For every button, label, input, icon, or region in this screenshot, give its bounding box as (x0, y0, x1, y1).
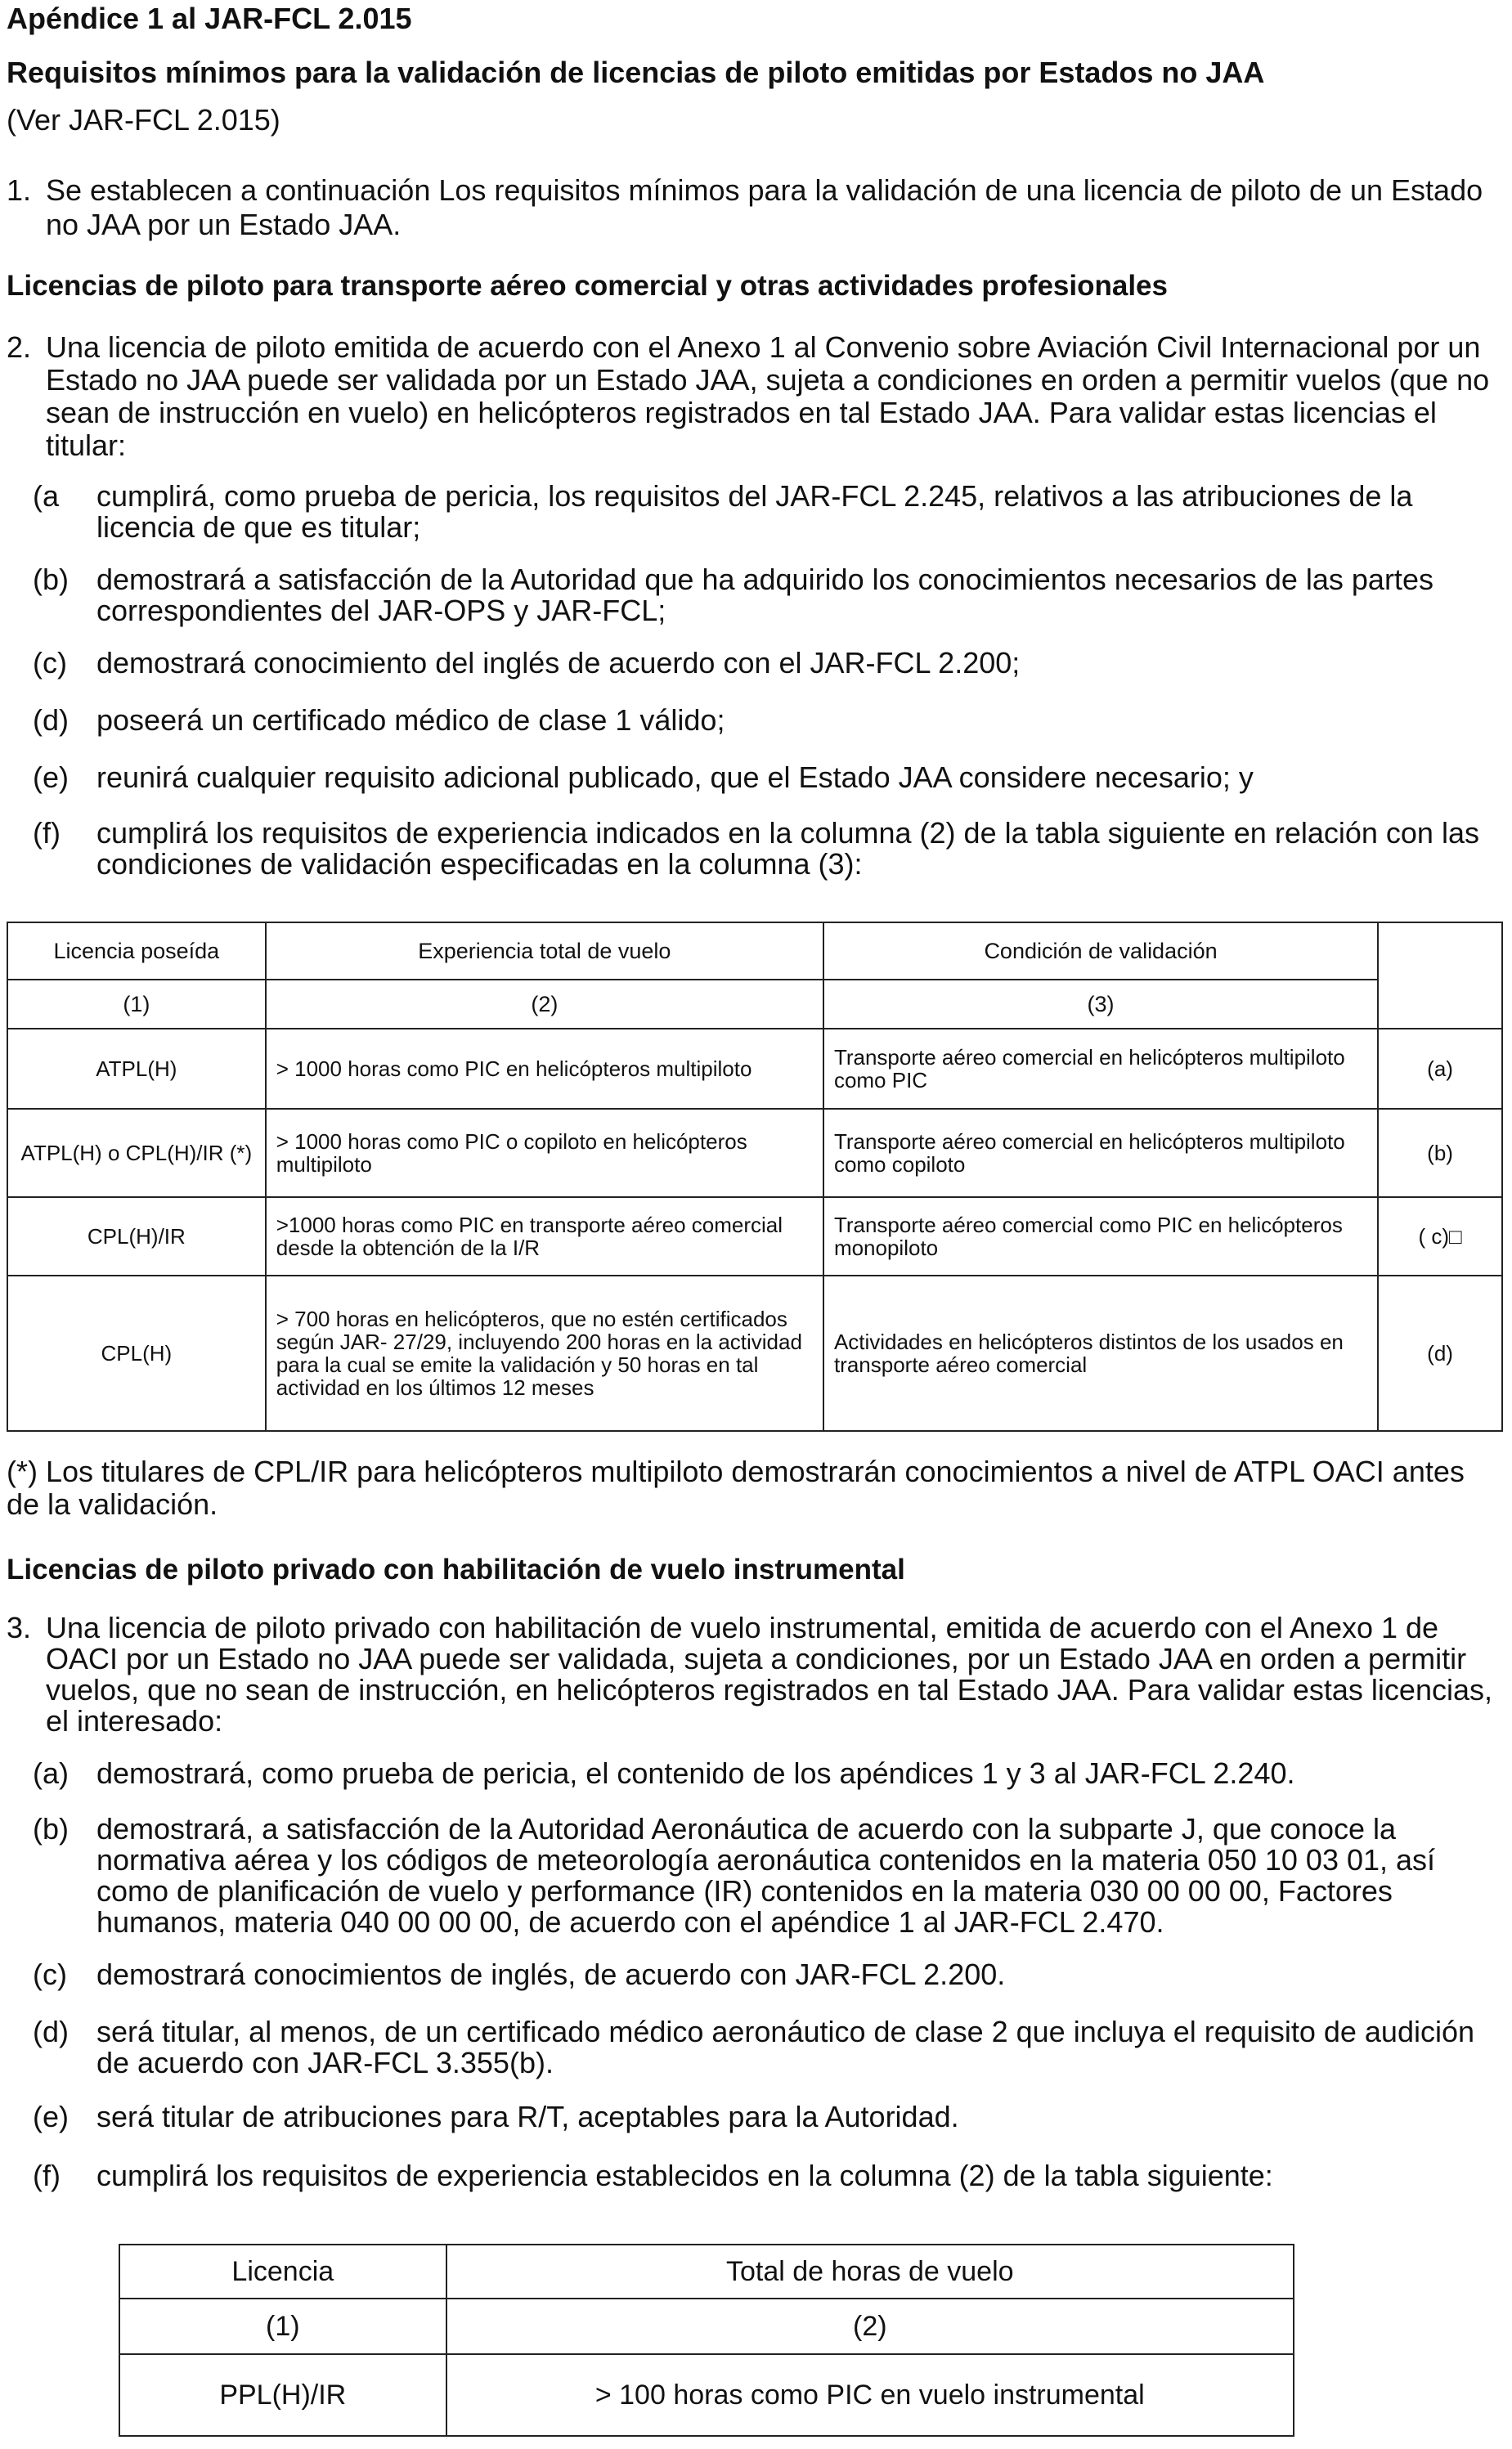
list-item-label: (b) (33, 563, 69, 596)
reference-note: (Ver JAR-FCL 2.015) (7, 103, 280, 137)
table-header-cell: Condición de validación (823, 922, 1378, 980)
validation-conditions-table (7, 922, 1503, 1432)
list-item-text: demostrará, como prueba de pericia, el contenido de los apéndices 1 y 3 al JAR-FCL 2.240. (96, 1756, 1295, 1790)
hours-cell: > 100 horas como PIC en vuelo instrumental (446, 2354, 1294, 2436)
table-header-cell (1378, 922, 1502, 1029)
ref-cell: (d) (1378, 1276, 1502, 1431)
condition-cell: Transporte aéreo comercial en helicópteros multipiloto como PIC (823, 1029, 1378, 1109)
section-heading-private: Licencias de piloto privado con habilitación de vuelo instrumental (7, 1554, 905, 1586)
list-item-label: (c) (33, 1958, 67, 1991)
list-item-text: demostrará conocimientos de inglés, de acuerdo con JAR-FCL 2.200. (96, 1958, 1006, 1991)
license-cell: CPL(H)/IR (7, 1197, 266, 1276)
list-item (33, 762, 1505, 796)
license-cell: PPL(H)/IR (119, 2354, 446, 2436)
license-cell: CPL(H) (7, 1276, 266, 1431)
paragraph-text: Una licencia de piloto emitida de acuerdo con el Anexo 1 al Convenio sobre Aviación Civil Internacional por un Estado no JAA puede ser validada por un Estado JAA, sujeta a condiciones en orden a permitir vuelos (que no sean de instrucción en vuelo) en helicópteros registrados en tal Estado JAA. Para validar estas licencias el titular: (46, 330, 1490, 462)
private-ir-experience-table (119, 2244, 1294, 2437)
list-item-text: será titular de atribuciones para R/T, aceptables para la Autoridad. (96, 2100, 959, 2133)
list-item-text: será titular, al menos, de un certificado médico aeronáutico de clase 2 que incluya el requisito de audición de acuerdo con JAR-FCL 3.355(b). (96, 2015, 1475, 2079)
document-title: Requisitos mínimos para la validación de licencias de piloto emitidas por Estados no JAA (7, 56, 1265, 89)
table-subheader-cell: (1) (119, 2299, 446, 2354)
paragraph-number: 3. (7, 1611, 32, 1644)
list-item-label: (d) (33, 2015, 69, 2048)
list-item (33, 818, 1505, 883)
experience-cell: > 1000 horas como PIC en helicópteros multipiloto (266, 1029, 823, 1109)
experience-cell: > 700 horas en helicópteros, que no estén certificados según JAR- 27/29, incluyendo 200 horas en la actividad para la cual se emite la validación y 50 horas en tal actividad en los últimos 12 meses (266, 1276, 823, 1431)
table-subheader-cell: (1) (7, 980, 266, 1029)
list-item-text: reunirá cualquier requisito adicional publicado, que el Estado JAA considere necesario; y (96, 760, 1254, 794)
paragraph-1 (7, 173, 1503, 247)
list-item-label: (a (33, 479, 60, 513)
table-row (7, 1276, 1502, 1431)
ref-cell: (b) (1378, 1109, 1502, 1197)
appendix-heading: Apéndice 1 al JAR-FCL 2.015 (7, 2, 412, 35)
table-subheader-cell: (2) (446, 2299, 1294, 2354)
list-item-label: (b) (33, 1812, 69, 1846)
list-item (33, 648, 1505, 682)
table-header-cell: Licencia poseída (7, 922, 266, 980)
table-subheader-row (7, 980, 1502, 1029)
license-cell: ATPL(H) (7, 1029, 266, 1109)
paragraph-text: Se establecen a continuación Los requisitos mínimos para la validación de una licencia de piloto de un Estado no JAA por un Estado JAA. (46, 173, 1483, 241)
list-item-label: (a) (33, 1756, 69, 1790)
list-item (33, 481, 1505, 546)
table-header-cell: Experiencia total de vuelo (266, 922, 823, 980)
list-item (33, 1758, 1505, 1792)
list-item (33, 1814, 1505, 1944)
list-item-text: cumplirá los requisitos de experiencia establecidos en la columna (2) de la tabla siguiente: (96, 2159, 1273, 2192)
condition-cell: Transporte aéreo comercial como PIC en helicópteros monopiloto (823, 1197, 1378, 1276)
condition-cell: Transporte aéreo comercial en helicópteros multipiloto como copiloto (823, 1109, 1378, 1197)
list-item-label: (e) (33, 2100, 69, 2133)
paragraph-number: 1. (7, 173, 32, 207)
list-item-text: poseerá un certificado médico de clase 1 válido; (96, 703, 725, 737)
table-subheader-row (119, 2299, 1294, 2354)
condition-cell: Actividades en helicópteros distintos de los usados en transporte aéreo comercial (823, 1276, 1378, 1431)
experience-cell: > 1000 horas como PIC o copiloto en helicópteros multipiloto (266, 1109, 823, 1197)
list-item-text: demostrará conocimiento del inglés de acuerdo con el JAR-FCL 2.200; (96, 646, 1021, 680)
table-row (7, 1109, 1502, 1197)
list-item (33, 2160, 1505, 2195)
list-item-text: demostrará, a satisfacción de la Autoridad Aeronáutica de acuerdo con la subparte J, que conoce la normativa aérea y los códigos de meteorología aeronáutica contenidos en la materia 050 10 03 01, así como de planificación de vuelo y performance (IR) contenidos en la materia 030 00 00 00, Factores humanos, materia 040 00 00 00, de acuerdo con el apéndice 1 al JAR-FCL 2.470. (96, 1812, 1436, 1939)
paragraph-text: Una licencia de piloto privado con habilitación de vuelo instrumental, emitida de acuerdo con el Anexo 1 de OACI por un Estado no JAA puede ser validada, sujeta a condiciones, por un Estado JAA en orden a permitir vuelos, que no sean de instrucción, en helicópteros registrados en tal Estado JAA. Para validar estas licencias, el interesado: (46, 1611, 1492, 1738)
list-item-label: (f) (33, 2159, 61, 2192)
table-header-row (119, 2245, 1294, 2299)
section-heading-commercial: Licencias de piloto para transporte aéreo comercial y otras actividades profesionales (7, 270, 1168, 302)
table-subheader-cell: (2) (266, 980, 823, 1029)
ref-cell: (a) (1378, 1029, 1502, 1109)
list-item-label: (c) (33, 646, 67, 680)
list-item-label: (e) (33, 760, 69, 794)
list-item-text: cumplirá los requisitos de experiencia indicados en la columna (2) de la tabla siguiente en relación con las condiciones de validación especificadas en la columna (3): (96, 816, 1479, 881)
license-cell: ATPL(H) o CPL(H)/IR (*) (7, 1109, 266, 1197)
ref-cell: ( c)□ (1378, 1197, 1502, 1276)
list-item-text: demostrará a satisfacción de la Autoridad que ha adquirido los conocimientos necesarios de las partes correspondientes del JAR-OPS y JAR-FCL; (96, 563, 1433, 627)
list-item (33, 2101, 1505, 2136)
paragraph-number: 2. (7, 330, 32, 364)
experience-cell: >1000 horas como PIC en transporte aéreo comercial desde la obtención de la I/R (266, 1197, 823, 1276)
table-header-cell: Licencia (119, 2245, 446, 2299)
list-item (33, 705, 1505, 739)
list-item-label: (f) (33, 816, 61, 850)
list-item-label: (d) (33, 703, 69, 737)
table-header-row (7, 922, 1502, 980)
table-row (119, 2354, 1294, 2436)
list-item (33, 2016, 1505, 2082)
list-item (33, 1959, 1505, 1994)
table-header-cell: Total de horas de vuelo (446, 2245, 1294, 2299)
paragraph-3 (7, 1612, 1503, 1747)
table-footnote: (*) Los titulares de CPL/IR para helicópteros multipiloto demostrarán conocimientos a nivel de ATPL OACI antes de la validación. (7, 1455, 1465, 1521)
list-item-text: cumplirá, como prueba de pericia, los requisitos del JAR-FCL 2.245, relativos a las atribuciones de la licencia de que es titular; (96, 479, 1413, 544)
table-subheader-cell: (3) (823, 980, 1378, 1029)
table-row (7, 1197, 1502, 1276)
table-row (7, 1029, 1502, 1109)
list-item (33, 564, 1505, 630)
paragraph-2 (7, 331, 1503, 470)
